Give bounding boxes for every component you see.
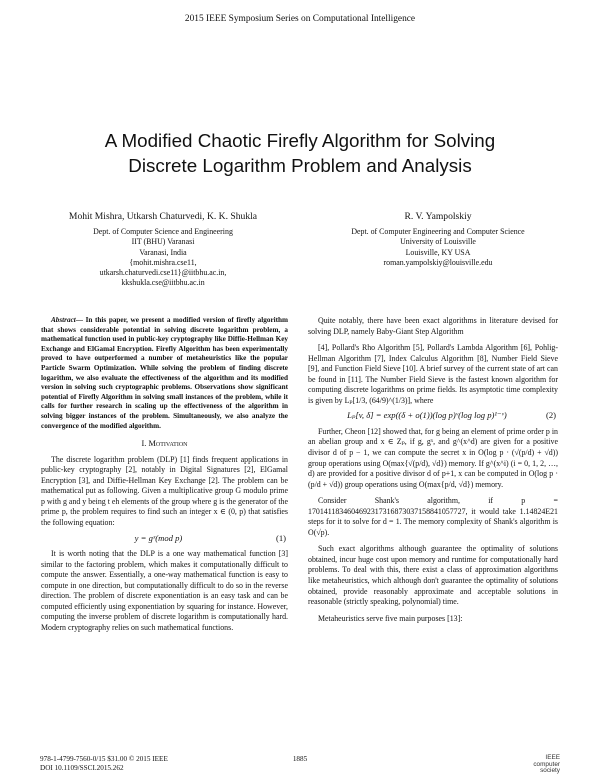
title-line-2: Discrete Logarithm Problem and Analysis bbox=[128, 155, 472, 176]
affiliation-line: Varanasi, India bbox=[139, 247, 187, 257]
page-number: 1885 bbox=[292, 755, 308, 763]
section-heading bbox=[41, 439, 288, 450]
affiliation-line: Louisville, KY USA bbox=[405, 247, 471, 257]
equation-2-number: (2) bbox=[545, 410, 556, 421]
paper-title bbox=[40, 128, 560, 178]
body-paragraph: It is worth noting that the DLP is a one way mathematical function [3] similar to the factoring problem, which makes it computationally difficult to compute the answer. Essentially, a one-way mathematical function is easy to compute in one direction, but computationally difficult to do so in the reverse direction. The problem of discrete exponentiation is an easy task and can be computed efficiently using exponentiation by squaring for instance. However, computing the inverse problem of discrete logarithm is computationally hard. Modern cryptography relies on such mathematical functions. bbox=[41, 549, 288, 632]
section-number: I. bbox=[141, 439, 147, 449]
abstract-text: In this paper, we present a modified version of firefly algorithm that shows considerable potential in solving discrete logarithm problem, a mathematical function used in public-key cryptography like Diffie-Hellman Key Exchange and ElGamal Encryption. Firefly Algorithm has been experimentally proved to have outperformed a number of metaheuristics like the popular Particle Swarm Optimization. While solving the problem of finding discrete logarithm, we also evaluate the effectiveness of the algorithm and its modified version in solving such cryptographic problems. Observations show significant potential of Firefly Algorithm in solving small instances of the problem, while it calls for further research in scaling up the effectiveness of the algorithm in solving bigger instances of the problem. Simultaneously, we also analyze the convergence of the modified algorithm. bbox=[41, 316, 289, 430]
author-block-right bbox=[318, 212, 558, 268]
author-block-left bbox=[48, 212, 278, 288]
equation-1 bbox=[41, 533, 288, 544]
email-line: utkarsh.chaturvedi.cse11}@iitbhu.ac.in, bbox=[99, 268, 227, 278]
body-paragraph: Quite notably, there have been exact algorithms in literature devised for solving DLP, namely Baby-Giant Step Algorithm bbox=[308, 316, 558, 336]
abstract bbox=[41, 316, 288, 431]
email-line: roman.yampolskiy@louisville.edu bbox=[383, 257, 493, 267]
author-names-right: R. V. Yampolskiy bbox=[404, 211, 472, 222]
equation-2 bbox=[308, 410, 558, 421]
section-title: Motivation bbox=[148, 439, 188, 449]
email-line: {mohit.mishra.cse11, bbox=[129, 257, 197, 267]
abstract-label: Abstract bbox=[51, 316, 76, 324]
body-paragraph: [4], Pollard's Rho Algorithm [5], Pollard's Lambda Algorithm [6], Pohlig-Hellman Algorithm [7], Index Calculus Algorithm [8], Number Field Sieve [9], and Function Field Sieve [10]. A brief survey of the current state of art can be found in [11]. The Number Field Sieve is the fastest known algorithm for computing discrete logarithms on prime fields. Its asymptotic time complexity is given by Lₚ[1/3, (64/9)^(1/3)], where bbox=[308, 343, 558, 405]
footer-doi: DOI 10.1109/SSCI.2015.262 bbox=[40, 764, 124, 773]
body-paragraph: The discrete logarithm problem (DLP) [1] finds frequent applications in public-key cryptography [2], notably in Digital Signatures [2], ElGamal Encryption [3], and Diffie-Hellman Key Exchange [2]. The problem can be mathematical put as following. Given a multiplicative group G modulo prime p with g and y being t eh elements of the group where g is the generator of the prime p, the problem requires to find such an integer x ∈ (0, p) that satisfies the following equation: bbox=[41, 454, 288, 527]
body-paragraph: Consider Shank's algorithm, if p = 1701411834604692317316873037158841057727, it would take 1.14824E21 steps for it to solve for d = 1. The memory complexity of Shank's algorithm is O(√p). bbox=[308, 496, 558, 537]
body-paragraph: Such exact algorithms although guarantee the optimality of solutions obtained, incur huge cost upon memory and runtime for computationally hard problems. To deal with this, there exist a class of approximation algorithms like metaheuristics, which although don't guarantee the optimality of solutions obtained, provide reasonably approximate and acceptable solutions in reasonable (strictly speaking, polynomial) time. bbox=[308, 544, 558, 607]
footer-isbn: 978-1-4799-7560-0/15 $31.00 © 2015 IEEE bbox=[40, 755, 168, 763]
conference-header: 2015 IEEE Symposium Series on Computational Intelligence bbox=[184, 14, 416, 24]
author-names-left: Mohit Mishra, Utkarsh Chaturvedi, K. K. Shukla bbox=[68, 211, 258, 222]
equation-1-body: y = gˣ(mod p) bbox=[134, 532, 183, 543]
right-column bbox=[308, 316, 558, 624]
left-column bbox=[41, 316, 288, 633]
body-paragraph: Further, Cheon [12] showed that, for g being an element of prime order p in an abelian group and x ∈ Zₚ, if g, gˣ, and g^(x^d) are given for a positive divisor d of p − 1, we can compute the secret x in O(log p · (√(p/d) + √d)) group operations using O(max{√(p/d), √d}) memory. If g^(x^i) (i = 0, 1, 2, …, d) are provided for a positive divisor d of p+1, x can be computed in O(log p · (p/d + √d)) group operations using O(max{p/d, √d}) memory. bbox=[308, 426, 558, 489]
equation-2-body: Lₚ[v, δ] = exp((δ + o(1))(log p)ᵛ(log log p)¹⁻ᵛ) bbox=[347, 410, 507, 421]
affiliation-line: Dept. of Computer Science and Engineering bbox=[93, 227, 233, 237]
affiliation-line: University of Louisville bbox=[400, 237, 476, 247]
equation-1-number: (1) bbox=[275, 532, 286, 543]
title-line-1: A Modified Chaotic Firefly Algorithm for Solving bbox=[104, 130, 496, 151]
body-paragraph: Metaheuristics serve five main purposes [13]: bbox=[318, 613, 463, 623]
abstract-dash: — bbox=[75, 316, 83, 324]
ieee-computer-society-logo: IEEE computer society bbox=[533, 754, 560, 775]
affiliation-line: Dept. of Computer Engineering and Computer Science bbox=[351, 227, 525, 237]
email-line: kkshukla.cse@iitbhu.ac.in bbox=[121, 278, 205, 288]
affiliation-line: IIT (BHU) Varanasi bbox=[131, 237, 195, 247]
